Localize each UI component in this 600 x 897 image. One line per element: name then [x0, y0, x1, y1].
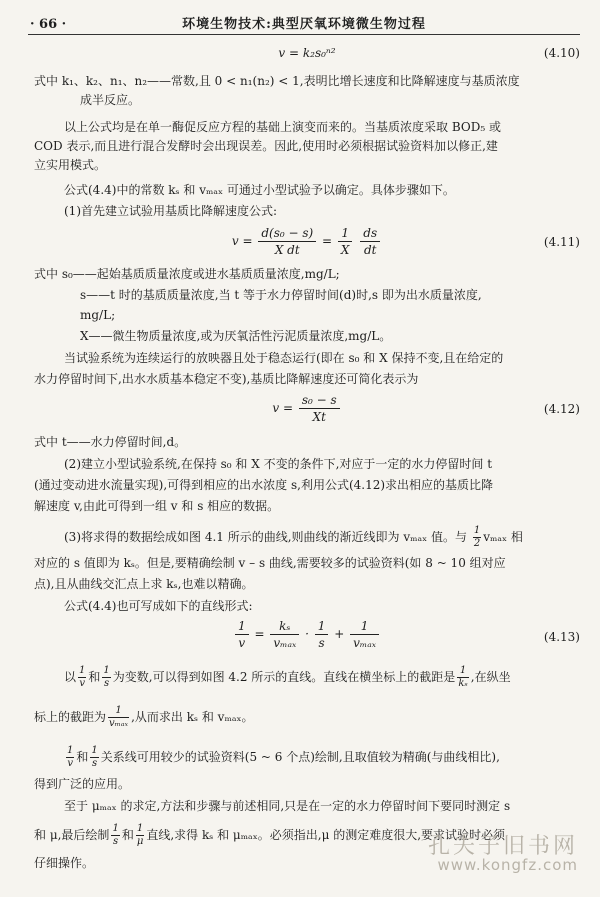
text-line: (3)将求得的数据绘成如图 4.1 所示的曲线,则曲线的渐近线即为 vₘₐₓ 值。与 $\frac{1}{2}$ vₘₐₓ 相: [64, 525, 523, 549]
text-line: 成半反应。: [80, 93, 141, 107]
text-line: 得到广泛的应用。: [34, 777, 131, 791]
text-line: X——微生物质量浓度,或为厌氧活性污泥质量浓度,mg/L。: [80, 329, 392, 343]
equation-number: (4.13): [543, 630, 580, 644]
text-line: $\frac{1}{v}$ 和 $\frac{1}{s}$ 关系线可用较少的试验资料(5 ~ 6 个点)绘制,且取值较为精确(与曲线相比),: [67, 745, 500, 769]
equation-4-13: [34, 618, 580, 658]
text-line: 公式(4.4)中的常数 kₛ 和 vₘₐₓ 可通过小型试验予以确定。具体步骤如下。: [64, 183, 455, 197]
equation-number: (4.10): [543, 46, 580, 60]
text-line: mg/L;: [80, 308, 116, 322]
watermark: [427, 834, 578, 875]
page-header: [28, 12, 580, 35]
text-line: (1)首先建立试验用基质比降解速度公式:: [64, 204, 278, 218]
text-line: 当试验系统为连续运行的放映器且处于稳态运行(即在 s₀ 和 X 保持不变,且在给定的: [64, 351, 504, 365]
equation-4-12-formula: v = $\frac{\text{s₀ − s}}{Xt}$: [34, 392, 580, 425]
text-line: 和 μ,最后绘制 $\frac{1}{s}$ 和 $\frac{1}{\mu}$ 直线,求得 kₛ 和 μₘₐₓ。必须指出,μ 的测定难度很大,要求试验时必须: [34, 823, 506, 847]
page-number: · 66 ·: [30, 17, 67, 32]
equation-4-11-formula: v = $\frac{\text{d(s₀ − s)}}{\text{X dt}}$ = $\frac{1}{X}$ $\frac{ds}{dt}$: [34, 225, 580, 258]
watermark-name: 孔夫子旧书网: [427, 834, 578, 859]
equation-4-13-formula: $\frac{1}{v}$ = $\frac{\text{kₛ}}{\text{vₘₐₓ}}$ · $\frac{1}{s}$ + $\frac{1}{\text{vₘₐₓ}}$: [34, 618, 580, 651]
text-line: 解速度 v,由此可得到一组 v 和 s 相应的数据。: [34, 499, 280, 513]
equation-number: (4.11): [543, 235, 580, 249]
text-line: 水力停留时间下,出水水质基本稳定不变),基质比降解速度还可简化表示为: [34, 372, 419, 386]
watermark-url: www.kongfz.com: [437, 856, 578, 874]
equation-4-11: [34, 225, 580, 261]
text-line: (通过变动进水流量实现),可得到相应的出水浓度 s,利用公式(4.12)求出相应的基质比降: [34, 478, 494, 492]
text-line: 立实用模式。: [34, 158, 107, 172]
equation-4-10: [34, 44, 580, 64]
text-line: 式中 k₁、k₂、n₁、n₂——常数,且 0 < n₁(n₂) < 1,表明比增长速度和比降解速度与基质浓度: [34, 74, 520, 88]
running-title: 环境生物技术:典型厌氧环境微生物过程: [182, 17, 426, 32]
text-line: 至于 μₘₐₓ 的求定,方法和步骤与前述相同,只是在一定的水力停留时间下要同时测定 s: [64, 799, 511, 813]
text-line: COD 表示,而且进行混合发酵时会出现误差。因此,使用时必须根据试验资料加以修正,建: [34, 139, 498, 153]
text-line: 对应的 s 值即为 kₛ。但是,要精确绘制 v – s 曲线,需要较多的试验资料(如 8 ~ 10 组对应: [34, 556, 506, 570]
equation-4-12: [34, 392, 580, 428]
text-line: s——t 时的基质质量浓度,当 t 等于水力停留时间(d)时,s 即为出水质量浓度,: [80, 288, 482, 302]
equation-4-10-formula: v = k₂s₀ⁿ²: [278, 46, 336, 60]
text-line: 以 $\frac{1}{v}$ 和 $\frac{1}{s}$ 为变数,可以得到如图 4.2 所示的直线。直线在横坐标上的截距是 $\frac{1}{\text{kₛ}}$ ,在纵坐: [64, 665, 511, 689]
text-line: 式中 s₀——起始基质质量浓度或进水基质质量浓度,mg/L;: [34, 267, 340, 281]
text-line: (2)建立小型试验系统,在保持 s₀ 和 X 不变的条件下,对应于一定的水力停留时间 t: [64, 457, 493, 471]
text-line: 点),且从曲线交汇点上求 kₛ,也难以精确。: [34, 577, 254, 591]
text-line: 式中 t——水力停留时间,d。: [34, 435, 187, 449]
text-line: 标上的截距为 $\frac{1}{\text{vₘₐₓ}}$ ,从而求出 kₛ 和 vₘₐₓ。: [34, 705, 254, 729]
text-line: 仔细操作。: [34, 856, 95, 870]
text-line: 公式(4.4)也可写成如下的直线形式:: [64, 599, 253, 613]
text-line: 以上公式均是在单一酶促反应方程的基础上演变而来的。当基质浓度采取 BOD₅ 或: [64, 120, 501, 134]
equation-number: (4.12): [543, 402, 580, 416]
